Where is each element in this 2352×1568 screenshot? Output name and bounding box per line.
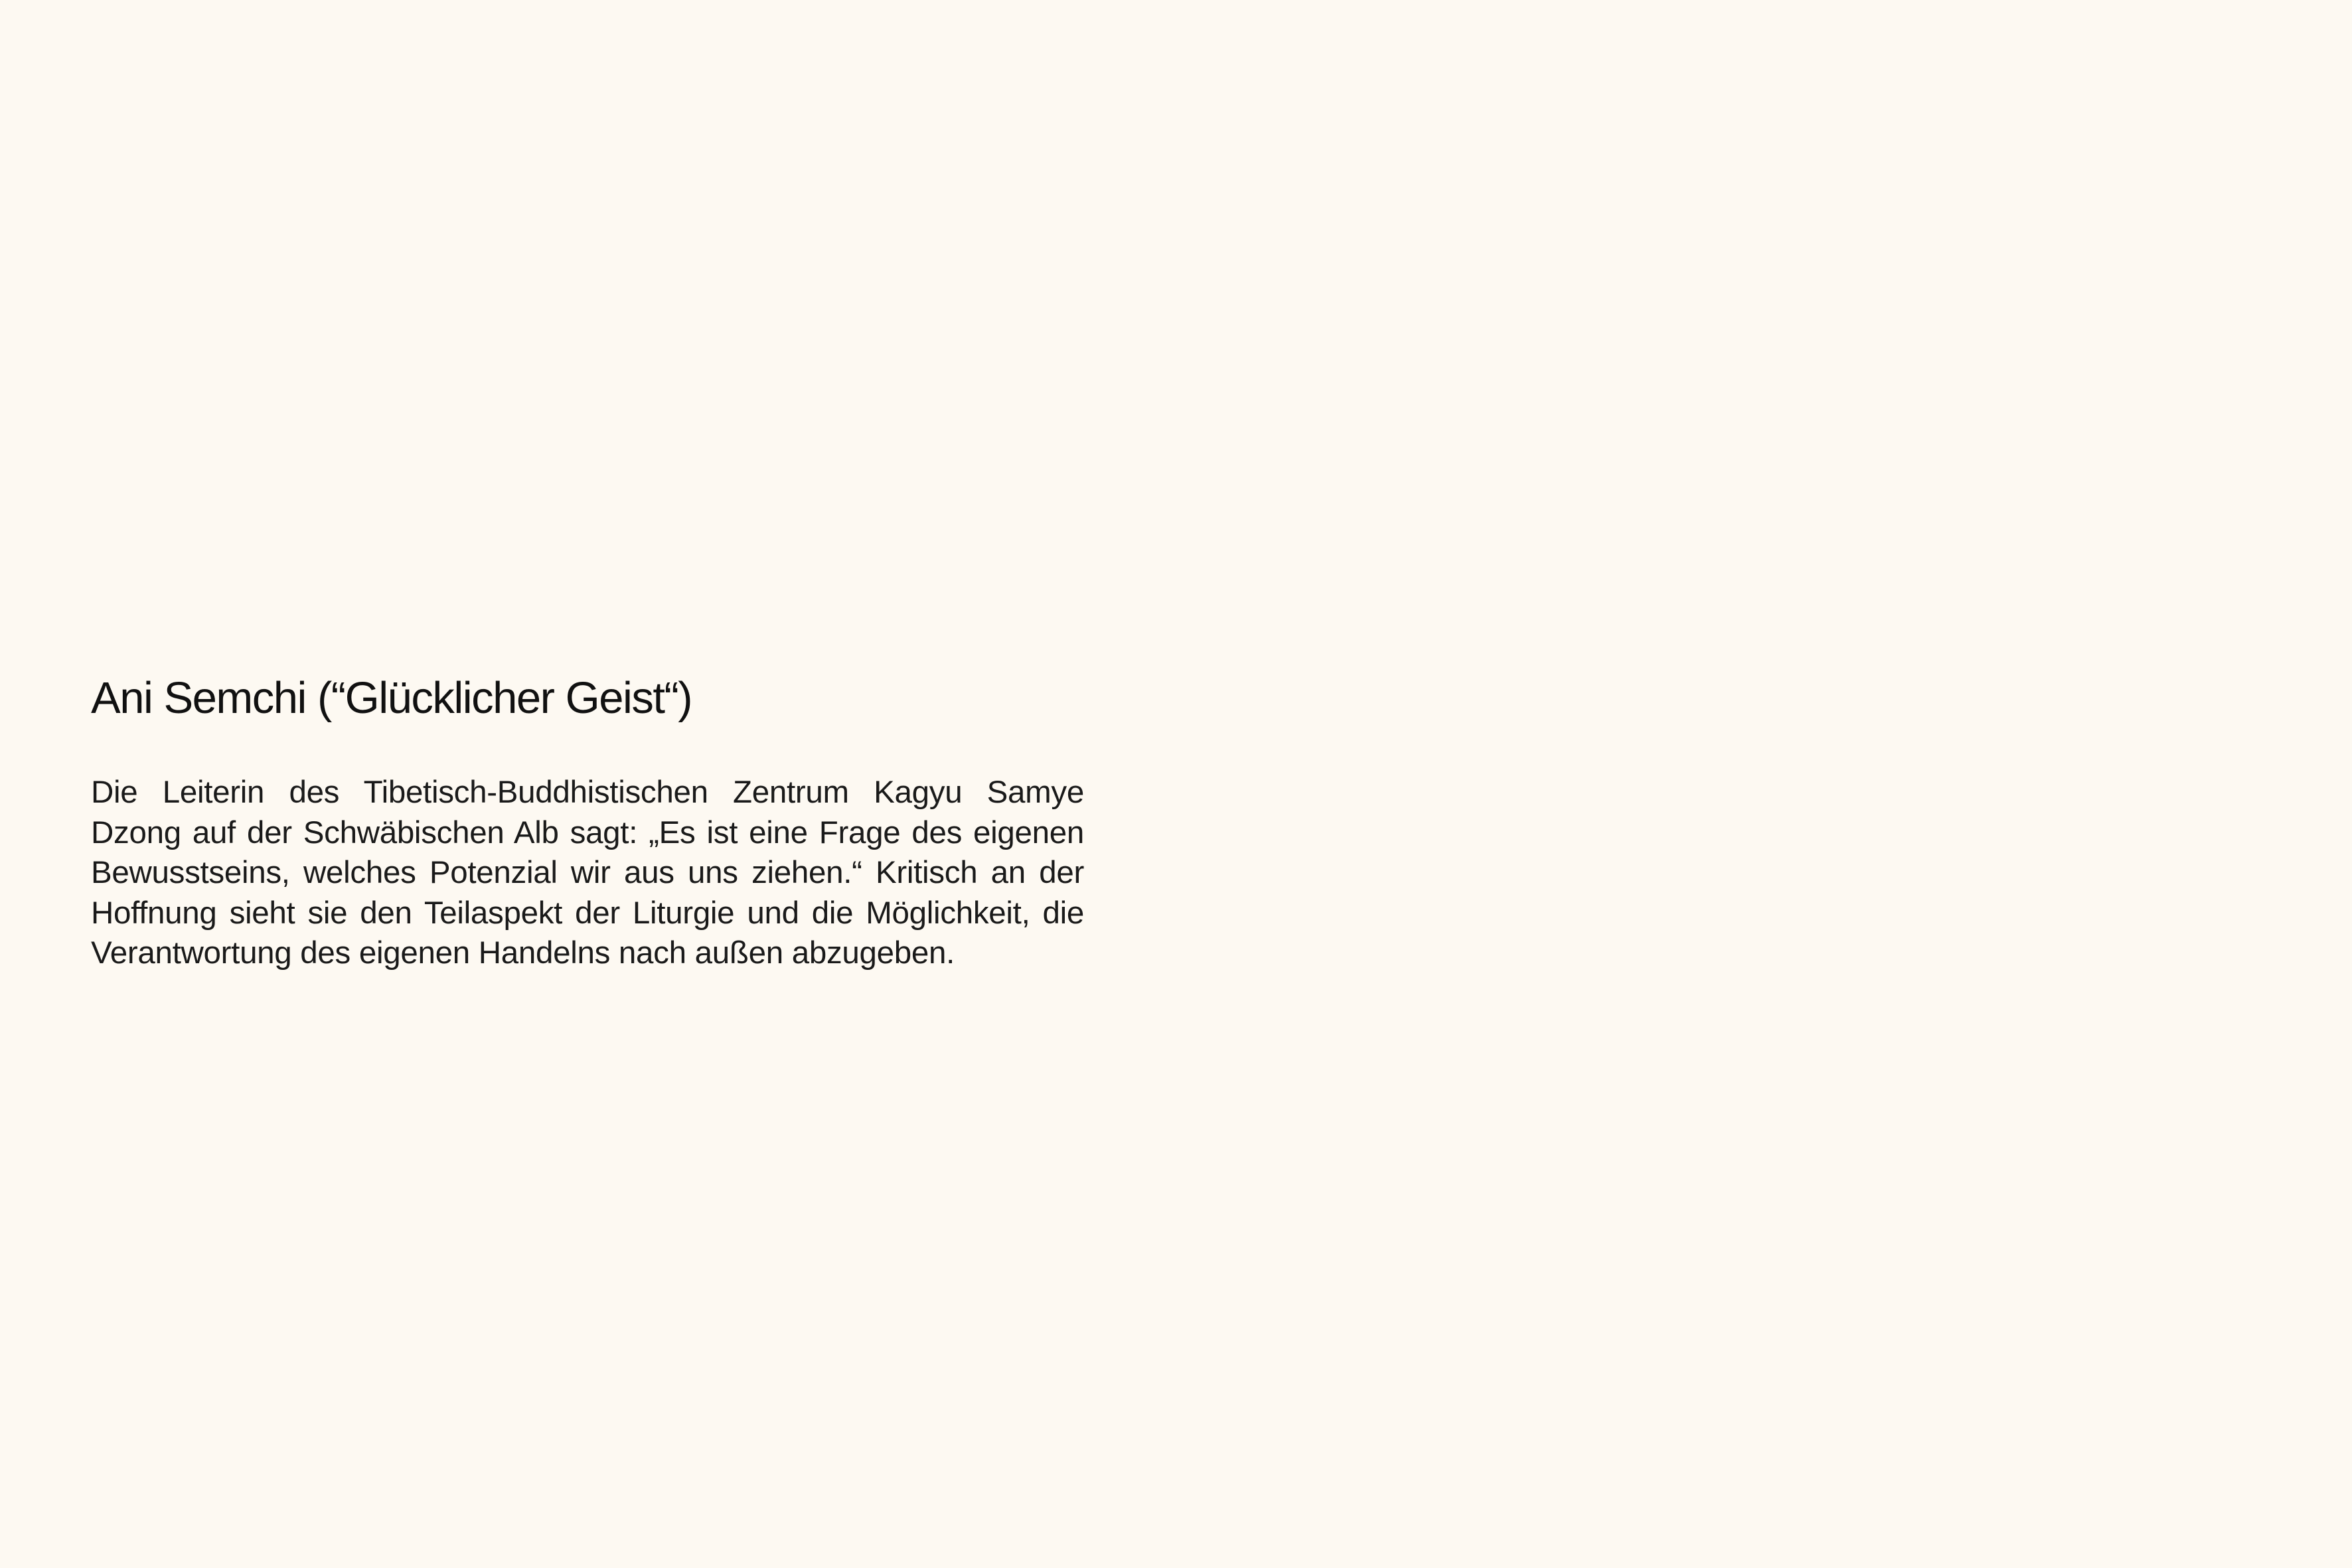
- text-block: [91, 665, 1084, 974]
- page-title: Ani Semchi (“Glücklicher Geist“): [91, 673, 692, 723]
- body-paragraph: Die Leiterin des Tibetisch-Buddhistischen Zentrum Kagyu Samye Dzong auf der Schwäbischen Alb sagt: „Es ist eine Frage des eigenen Bewusstseins, welches Potenzial wir aus uns ziehen.“ Kritisch an der Hoffnung sieht sie den Teilaspekt der Liturgie und die Möglichkeit, die Verantwortung des eigenen Handelns nach außen abzugeben.: [91, 775, 1084, 971]
